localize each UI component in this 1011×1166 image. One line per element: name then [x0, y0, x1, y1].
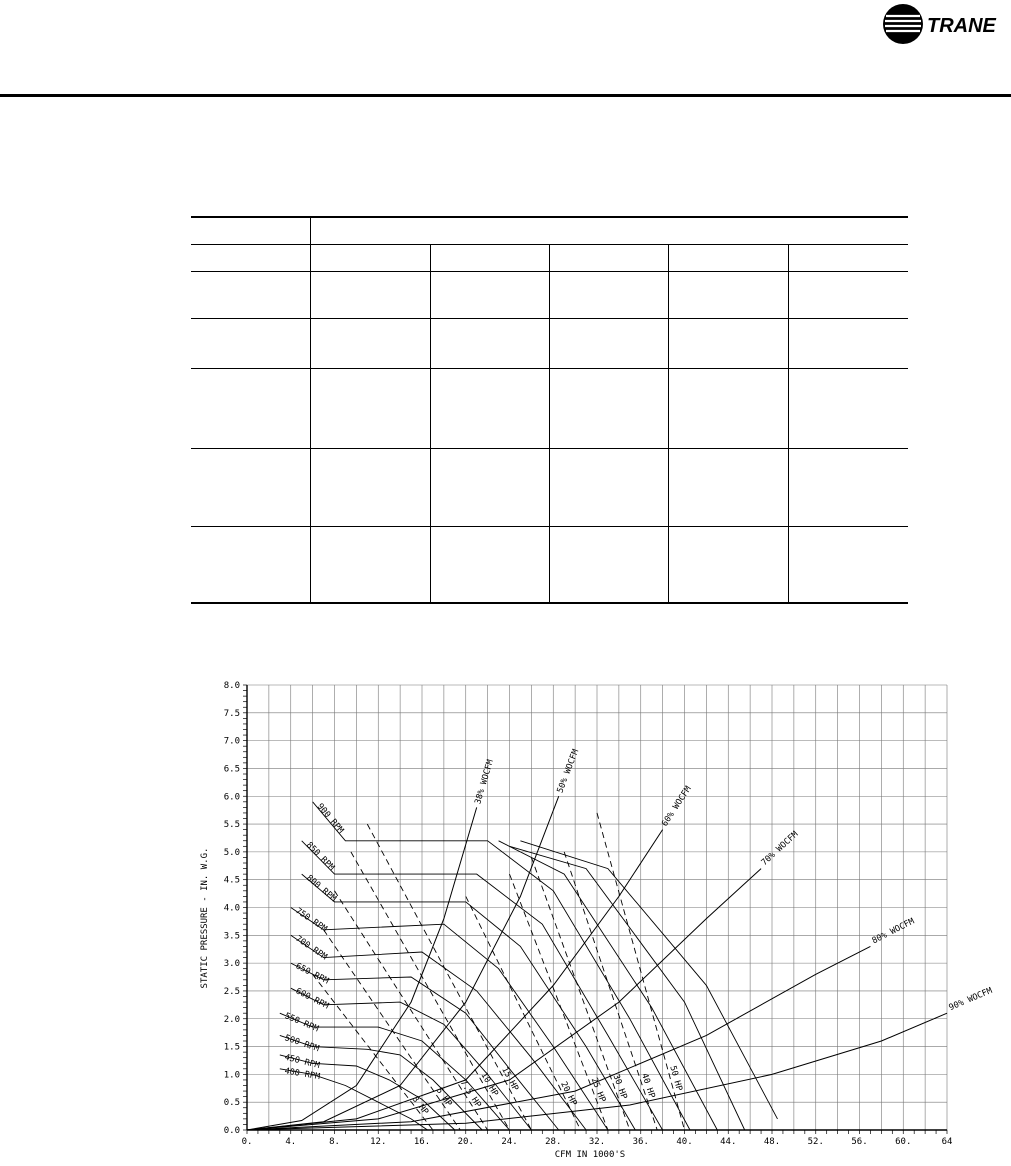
table-cell [788, 271, 908, 318]
system-curve-label: 90% WOCFM [947, 985, 994, 1014]
y-tick-label: 8.0 [223, 681, 240, 691]
x-tick-label: 32. [588, 1137, 606, 1147]
rpm-curve-label: 800 RPM [304, 873, 338, 905]
chart-curves [247, 748, 994, 1130]
table-header-row [191, 217, 908, 244]
brand-wordmark: TRANE [927, 15, 996, 37]
table-cell [430, 448, 549, 526]
system-curve-label: 80% WOCFM [870, 916, 917, 947]
x-tick-label: 40. [676, 1137, 693, 1147]
table-cell [310, 271, 430, 318]
x-tick-label: 56. [851, 1137, 868, 1147]
hp-line-label: 30 HP [610, 1073, 629, 1101]
x-tick-label: 4. [285, 1137, 297, 1147]
system-curve-label: 70% WOCFM [759, 829, 801, 868]
table-cell [549, 318, 668, 368]
table-cell [668, 368, 788, 448]
y-tick-label: 7.0 [223, 736, 240, 747]
trane-logo [881, 2, 1001, 46]
table-cell [191, 271, 310, 318]
table-cell [430, 526, 549, 603]
rpm-curve-label: 500 RPM [283, 1033, 321, 1055]
rpm-curve-label: 600 RPM [293, 986, 331, 1012]
table-row [191, 318, 908, 368]
system-curve-label: 50% WOCFM [555, 747, 582, 795]
table-row [191, 448, 908, 526]
system-curve-label: 38% WOCFM [473, 758, 496, 806]
table-cell [788, 368, 908, 448]
table-cell [191, 217, 310, 244]
y-tick-label: 5.5 [223, 820, 240, 831]
hp-line-label: 10 HP [478, 1070, 500, 1099]
table-cell [191, 244, 310, 271]
x-tick-label: 52. [807, 1137, 824, 1147]
system-curve-label: 60% WOCFM [660, 784, 694, 829]
table-cell [430, 244, 549, 271]
table-cell [430, 271, 549, 318]
hp-line-label: 5 HP [433, 1086, 454, 1109]
x-tick-label: 16. [413, 1137, 431, 1147]
x-tick-label: 64 [941, 1137, 953, 1147]
y-tick-label: 1.0 [223, 1070, 240, 1081]
table-cell [191, 318, 310, 368]
rpm-curve-label: 700 RPM [293, 933, 329, 963]
x-tick-label: 20. [457, 1137, 474, 1147]
table-cell [788, 318, 908, 368]
fan-curve-svg [195, 675, 994, 1161]
y-tick-label: 7.5 [223, 708, 240, 719]
y-tick-label: 2.5 [223, 986, 240, 997]
y-tick-label: 0.0 [223, 1126, 240, 1136]
table-cell [668, 271, 788, 318]
table-cell [668, 526, 788, 603]
performance-table [191, 216, 908, 604]
table-cell [191, 526, 310, 603]
table-cell [668, 244, 788, 271]
table-subheader-row [191, 244, 908, 271]
table-cell [549, 448, 668, 526]
rpm-curve [313, 802, 690, 1130]
x-tick-label: 44. [720, 1137, 737, 1147]
y-tick-label: 6.0 [223, 792, 240, 803]
rpm-curve-label: 900 RPM [314, 801, 346, 836]
y-tick-label: 1.5 [223, 1042, 240, 1053]
system-curve [247, 807, 477, 1130]
table-cell [549, 368, 668, 448]
y-tick-label: 3.0 [223, 959, 240, 970]
rpm-curve-label: 450 RPM [283, 1052, 321, 1072]
table-cell [430, 368, 549, 448]
x-tick-label: 28. [545, 1137, 562, 1147]
x-tick-label: 12. [370, 1137, 387, 1147]
y-tick-label: 6.5 [223, 764, 240, 775]
hp-line [510, 874, 608, 1130]
rpm-curve-label: 750 RPM [293, 906, 329, 935]
table-row [191, 526, 908, 603]
table-cell [788, 448, 908, 526]
hp-line-label: 50 HP [667, 1064, 684, 1093]
table-cell [310, 217, 908, 244]
table-cell [310, 526, 430, 603]
y-tick-label: 4.0 [223, 903, 240, 914]
table-cell [668, 448, 788, 526]
y-axis-label: STATIC PRESSURE - IN. W.G. [200, 847, 210, 989]
y-tick-label: 3.5 [223, 931, 240, 942]
x-tick-label: 60. [895, 1137, 912, 1147]
table-cell [191, 368, 310, 448]
hp-line-label: 7.5 HP [457, 1078, 483, 1110]
chart-axes [224, 681, 953, 1147]
table-cell [668, 318, 788, 368]
trane-globe-icon [883, 4, 923, 44]
header-rule [0, 94, 1011, 97]
table-row [191, 368, 908, 448]
hp-line-label: 40 HP [638, 1072, 657, 1100]
fan-curve-chart [195, 675, 994, 1161]
x-tick-label: 0. [241, 1137, 253, 1147]
x-axis-label: CFM IN 1000'S [554, 1150, 626, 1160]
x-tick-label: 48. [763, 1137, 781, 1147]
y-tick-label: 0.5 [223, 1098, 240, 1109]
hp-line-label: 3 HP [409, 1094, 431, 1117]
rpm-curve-label: 650 RPM [293, 961, 331, 987]
rpm-curve-label: 400 RPM [283, 1066, 321, 1083]
y-tick-label: 5.0 [223, 847, 240, 858]
table-cell [310, 448, 430, 526]
x-tick-label: 24. [501, 1137, 518, 1147]
table-cell [549, 244, 668, 271]
table-cell [191, 448, 310, 526]
table-cell [310, 368, 430, 448]
table-cell [549, 271, 668, 318]
x-tick-label: 8. [329, 1137, 340, 1147]
table-cell [549, 526, 668, 603]
table-cell [788, 244, 908, 271]
hp-line-label: 25 HP [588, 1076, 608, 1104]
table-row [191, 271, 908, 318]
x-tick-label: 36. [632, 1137, 649, 1147]
y-tick-label: 2.0 [223, 1014, 240, 1025]
y-tick-label: 4.5 [223, 875, 240, 886]
table-cell [788, 526, 908, 603]
rpm-curve-label: 550 RPM [283, 1011, 320, 1035]
hp-line-label: 20 HP [558, 1080, 579, 1108]
table-cell [430, 318, 549, 368]
table-cell [310, 318, 430, 368]
hp-line-label: 15 HP [499, 1065, 521, 1093]
chart-grid [247, 685, 947, 1130]
table-cell [310, 244, 430, 271]
rpm-curve-label: 850 RPM [303, 840, 337, 873]
